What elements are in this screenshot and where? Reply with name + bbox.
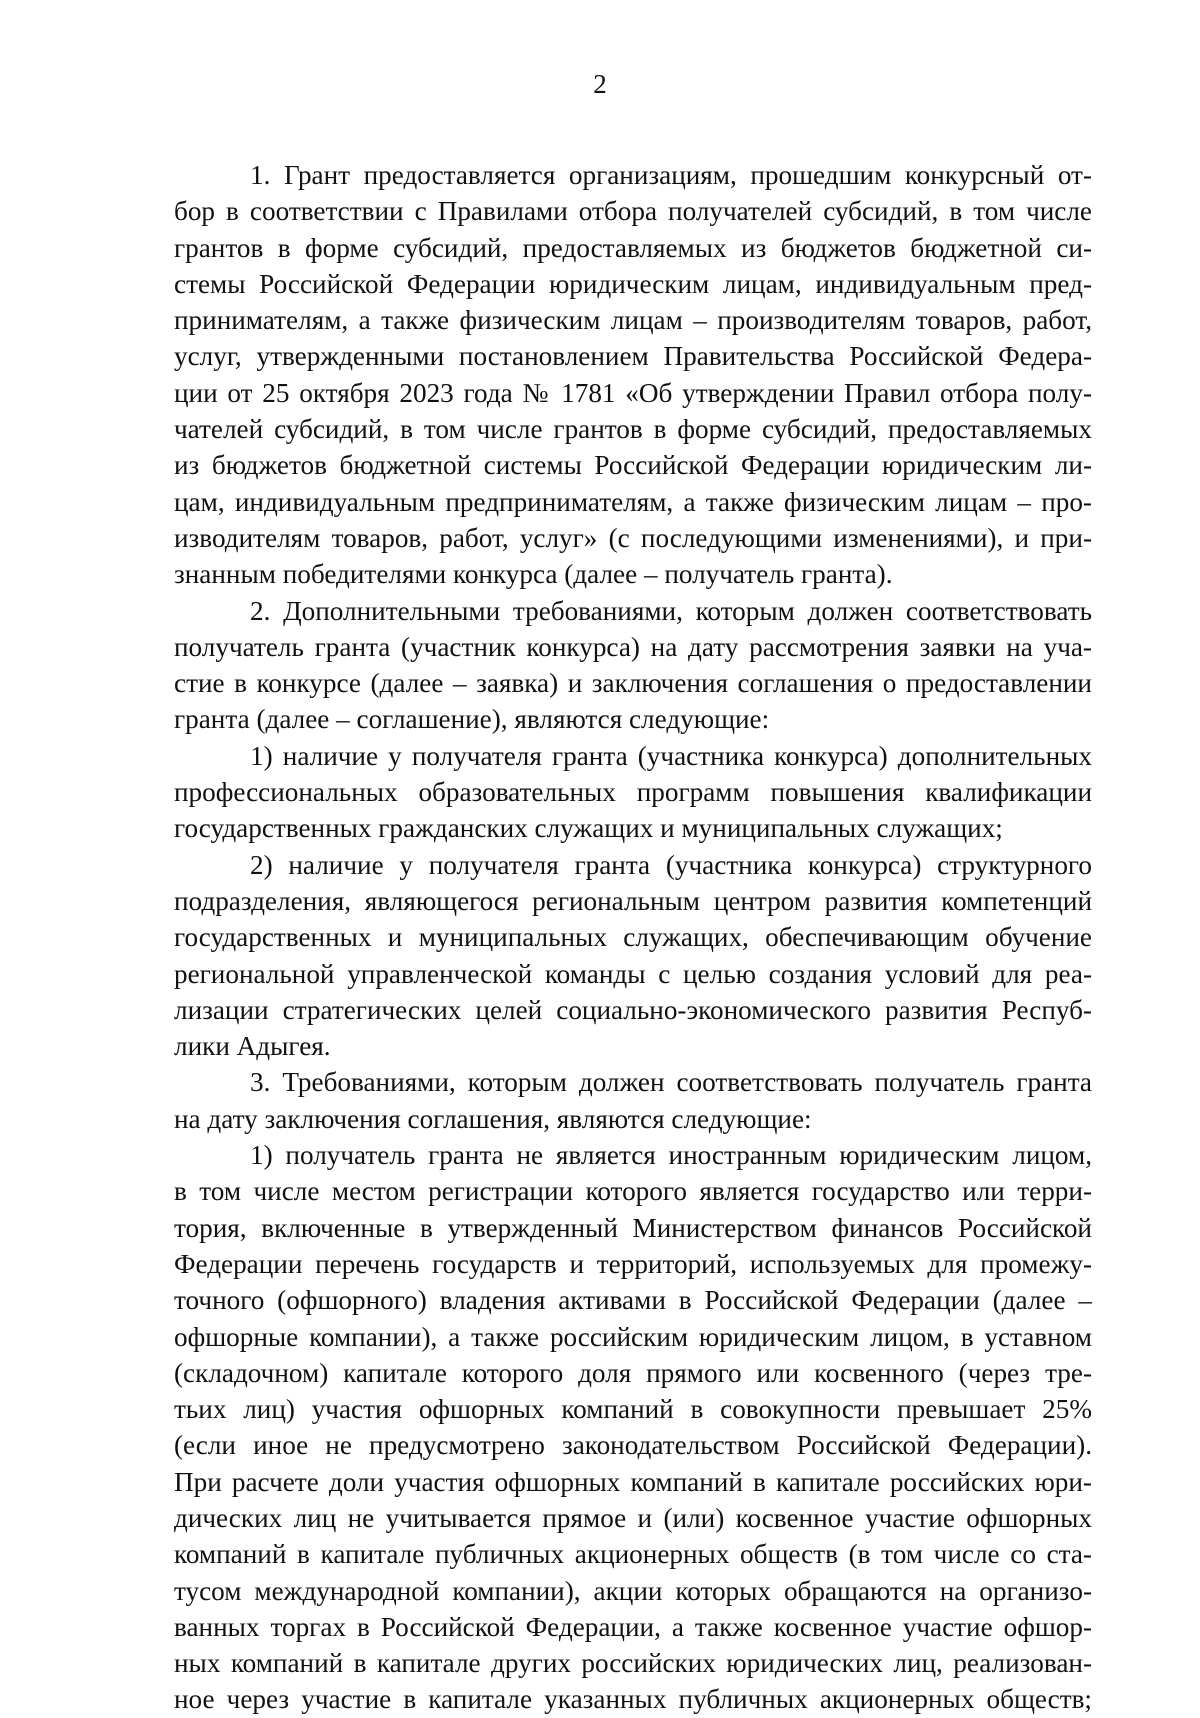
paragraph-line: лизации стратегических целей социально-экономического развития Респуб- [174, 994, 1092, 1025]
paragraph-line: тьих лиц) участия офшорных компаний в совокупности превышает 25% [174, 1394, 1092, 1425]
paragraph-line: государственных и муниципальных служащих, обеспечивающим обучение [174, 922, 1092, 953]
paragraph-line: региональной управленческой команды с целью создания условий для реа- [174, 958, 1092, 989]
paragraph-line: лики Адыгея. [174, 1031, 331, 1062]
paragraph-line: услуг, утвержденными постановлением Правительства Российской Федера- [174, 341, 1092, 372]
paragraph-line: на дату заключения соглашения, являются следующие: [174, 1103, 812, 1134]
paragraph-line: изводителям товаров, работ, услуг» (с последующими изменениями), и при- [174, 522, 1092, 553]
document-body [174, 157, 1092, 1718]
paragraph-line: цам, индивидуальным предпринимателям, а также физическим лицам – про- [174, 486, 1092, 517]
paragraph-line: бор в соответствии с Правилами отбора получателей субсидий, в том числе [174, 196, 1092, 227]
paragraph-line: грантов в форме субсидий, предоставляемых из бюджетов бюджетной си- [174, 232, 1092, 263]
paragraph-line: Федерации перечень государств и территорий, используемых для промежу- [174, 1248, 1092, 1279]
paragraph-line: (складочном) капитале которого доля прямого или косвенного (через тре- [174, 1357, 1092, 1388]
paragraph-line: профессиональных образовательных программ повышения квалификации [174, 777, 1092, 808]
paragraph-line: чателей субсидий, в том числе грантов в форме субсидий, предоставляемых [174, 414, 1092, 445]
paragraph-line: 2. Дополнительными требованиями, которым должен соответствовать [250, 595, 1092, 626]
paragraph-line: ное через участие в капитале указанных публичных акционерных обществ; [174, 1684, 1092, 1715]
paragraph-line: в том числе местом регистрации которого является государство или терри- [174, 1176, 1092, 1207]
page-number: 2 [593, 69, 607, 99]
paragraph-line: подразделения, являющегося региональным центром развития компетенций [174, 885, 1092, 916]
paragraph-line: принимателям, а также физическим лицам – производителям товаров, работ, [174, 305, 1092, 336]
paragraph [174, 738, 1092, 847]
paragraph [174, 847, 1092, 1065]
paragraph-line: 1. Грант предоставляется организациям, прошедшим конкурсный от- [250, 160, 1092, 190]
paragraph [174, 157, 1092, 593]
paragraph [174, 1064, 1092, 1137]
paragraph-line: из бюджетов бюджетной системы Российской Федерации юридическим ли- [174, 450, 1092, 481]
paragraph-line: ции от 25 октября 2023 года № 1781 «Об утверждении Правил отбора полу- [174, 377, 1092, 408]
paragraph-line: получатель гранта (участник конкурса) на дату рассмотрения заявки на уча- [174, 631, 1092, 662]
paragraph-line: стемы Российской Федерации юридическим лицам, индивидуальным пред- [174, 268, 1092, 299]
paragraph-line: компаний в капитале публичных акционерных обществ (в том числе со ста- [174, 1539, 1092, 1570]
paragraph-line: точного (офшорного) владения активами в Российской Федерации (далее – [174, 1285, 1092, 1316]
paragraph-line: дических лиц не учитывается прямое и (или) косвенное участие офшорных [174, 1502, 1092, 1533]
paragraph-line: офшорные компании), а также российским юридическим лицом, в уставном [174, 1321, 1092, 1352]
paragraph-line: 1) получатель гранта не является иностранным юридическим лицом, [250, 1140, 1092, 1171]
paragraph-line: 2) наличие у получателя гранта (участника конкурса) структурного [250, 849, 1092, 880]
paragraph [174, 593, 1092, 738]
paragraph-line: (если иное не предусмотрено законодательством Российской Федерации). [174, 1430, 1092, 1461]
paragraph-line: гранта (далее – соглашение), являются следующие: [174, 704, 770, 735]
paragraph-line: ванных торгах в Российской Федерации, а также косвенное участие офшор- [174, 1611, 1092, 1642]
paragraph-line: При расчете доли участия офшорных компаний в капитале российских юри- [174, 1466, 1092, 1497]
paragraph [174, 1137, 1092, 1718]
paragraph-line: 3. Требованиями, которым должен соответствовать получатель гранта [250, 1067, 1092, 1098]
paragraph-line: стие в конкурсе (далее – заявка) и заключения соглашения о предоставлении [174, 668, 1092, 699]
paragraph-line: тусом международной компании), акции которых обращаются на организо- [174, 1575, 1092, 1606]
paragraph-line: ных компаний в капитале других российских юридических лиц, реализован- [174, 1648, 1092, 1679]
paragraph-line: государственных гражданских служащих и муниципальных служащих; [174, 813, 1003, 844]
paragraph-line: знанным победителями конкурса (далее – получатель гранта). [174, 559, 893, 590]
paragraph-line: 1) наличие у получателя гранта (участника конкурса) дополнительных [250, 740, 1092, 771]
paragraph-line: тория, включенные в утвержденный Министерством финансов Российской [174, 1212, 1092, 1243]
